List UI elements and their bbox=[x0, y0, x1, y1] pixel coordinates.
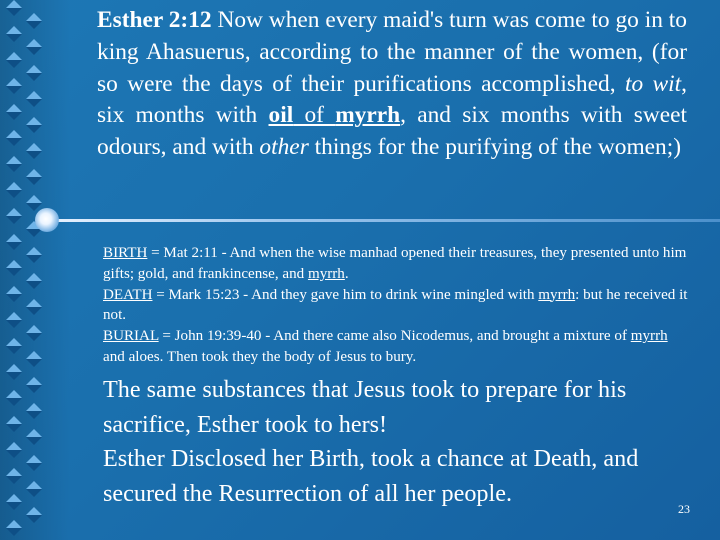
death-label: DEATH bbox=[103, 286, 153, 303]
diamond-bullet-icon bbox=[6, 130, 22, 146]
diamond-bullet-icon bbox=[26, 91, 42, 107]
diamond-bullet-icon bbox=[26, 507, 42, 523]
diamond-bullet-icon bbox=[26, 143, 42, 159]
burial-end: and aloes. Then took they the body of Jesus to bury. bbox=[103, 348, 417, 365]
diamond-bullet-icon bbox=[6, 338, 22, 354]
diamond-bullet-icon bbox=[26, 377, 42, 393]
burial-text: = John 19:39-40 - And there came also Nicodemus, and brought a mixture of bbox=[158, 328, 631, 345]
diamond-bullet-icon bbox=[6, 286, 22, 302]
diamond-bullet-icon bbox=[6, 234, 22, 250]
diamond-bullet-icon bbox=[6, 390, 22, 406]
birth-myrrh: myrrh bbox=[307, 265, 345, 282]
glowing-orb-divider-icon bbox=[35, 208, 59, 232]
diamond-bullet-icon bbox=[6, 156, 22, 172]
diamond-bullet-icon bbox=[26, 299, 42, 315]
death-end: : but he received it not. bbox=[103, 286, 688, 324]
diamond-bullet-icon bbox=[26, 65, 42, 81]
burial-label: BURIAL bbox=[103, 328, 159, 345]
diamond-bullet-icon bbox=[26, 325, 42, 341]
diamond-bullet-icon bbox=[6, 182, 22, 198]
verse-to-wit: to wit bbox=[624, 70, 682, 97]
diamond-bullet-icon bbox=[26, 39, 42, 55]
summary-line-2: Esther Disclosed her Birth, took a chance at Death, and secured the Resurrection of all her people. bbox=[103, 445, 639, 507]
diamond-bullet-icon bbox=[26, 351, 42, 367]
burial-myrrh: myrrh bbox=[630, 328, 668, 345]
verse-of: of bbox=[293, 102, 336, 129]
verse-text-2: , six months with bbox=[97, 70, 688, 129]
diamond-bullet-icon bbox=[6, 260, 22, 276]
death-text: = Mark 15:23 - And they gave him to drink wine mingled with bbox=[152, 286, 539, 303]
diamond-bullet-icon bbox=[26, 195, 42, 211]
cross-references bbox=[103, 243, 693, 368]
verse-other: other bbox=[259, 134, 309, 161]
verse-text-4: things for the purifying of the women;) bbox=[308, 134, 682, 161]
diamond-bullet-icon bbox=[6, 520, 22, 536]
diamond-bullet-icon bbox=[26, 481, 42, 497]
summary-line-1: The same substances that Jesus took to prepare for his sacrifice, Esther took to hers! bbox=[103, 376, 627, 438]
diamond-bullet-icon bbox=[6, 78, 22, 94]
diamond-bullet-icon bbox=[6, 468, 22, 484]
diamond-bullet-icon bbox=[6, 208, 22, 224]
verse-oil: oil bbox=[268, 102, 294, 129]
diamond-bullet-icon bbox=[26, 403, 42, 419]
diamond-bullet-icon bbox=[26, 429, 42, 445]
diamond-bullet-icon bbox=[26, 247, 42, 263]
verse-myrrh: myrrh bbox=[335, 102, 401, 129]
diamond-bullet-icon bbox=[26, 455, 42, 471]
diamond-bullets-icon bbox=[0, 0, 70, 540]
diamond-bullet-icon bbox=[6, 52, 22, 68]
verse-text-3: , and six months with sweet odours, and with bbox=[97, 102, 687, 161]
diamond-bullet-icon bbox=[6, 442, 22, 458]
death-myrrh: myrrh bbox=[538, 286, 576, 303]
page-number: 23 bbox=[678, 502, 690, 516]
diamond-bullet-icon bbox=[6, 104, 22, 120]
diamond-bullet-icon bbox=[6, 0, 22, 16]
divider-line bbox=[48, 219, 720, 222]
diamond-bullet-icon bbox=[26, 117, 42, 133]
diamond-bullet-icon bbox=[26, 13, 42, 29]
diamond-bullet-icon bbox=[6, 26, 22, 42]
diamond-bullet-icon bbox=[6, 312, 22, 328]
birth-text: = Mat 2:11 - And when the wise manhad opened their treasures, they presented unto him gifts; gold, and frankincense, and bbox=[103, 245, 687, 282]
diamond-bullet-icon bbox=[6, 416, 22, 432]
birth-end: . bbox=[344, 265, 349, 282]
diamond-bullet-icon bbox=[6, 494, 22, 510]
summary-text bbox=[103, 373, 693, 511]
verse-reference: Esther 2:12 bbox=[97, 7, 212, 33]
diamond-bullet-icon bbox=[6, 364, 22, 380]
birth-label: BIRTH bbox=[103, 245, 148, 261]
diamond-bullet-icon bbox=[26, 273, 42, 289]
verse-text-1: Now when every maid's turn was come to go in to king Ahasuerus, according to the manner of the women, (for so were the days of their purifications accomplished, bbox=[97, 7, 687, 97]
diamond-bullet-icon bbox=[26, 169, 42, 185]
scripture-verse bbox=[97, 5, 687, 164]
